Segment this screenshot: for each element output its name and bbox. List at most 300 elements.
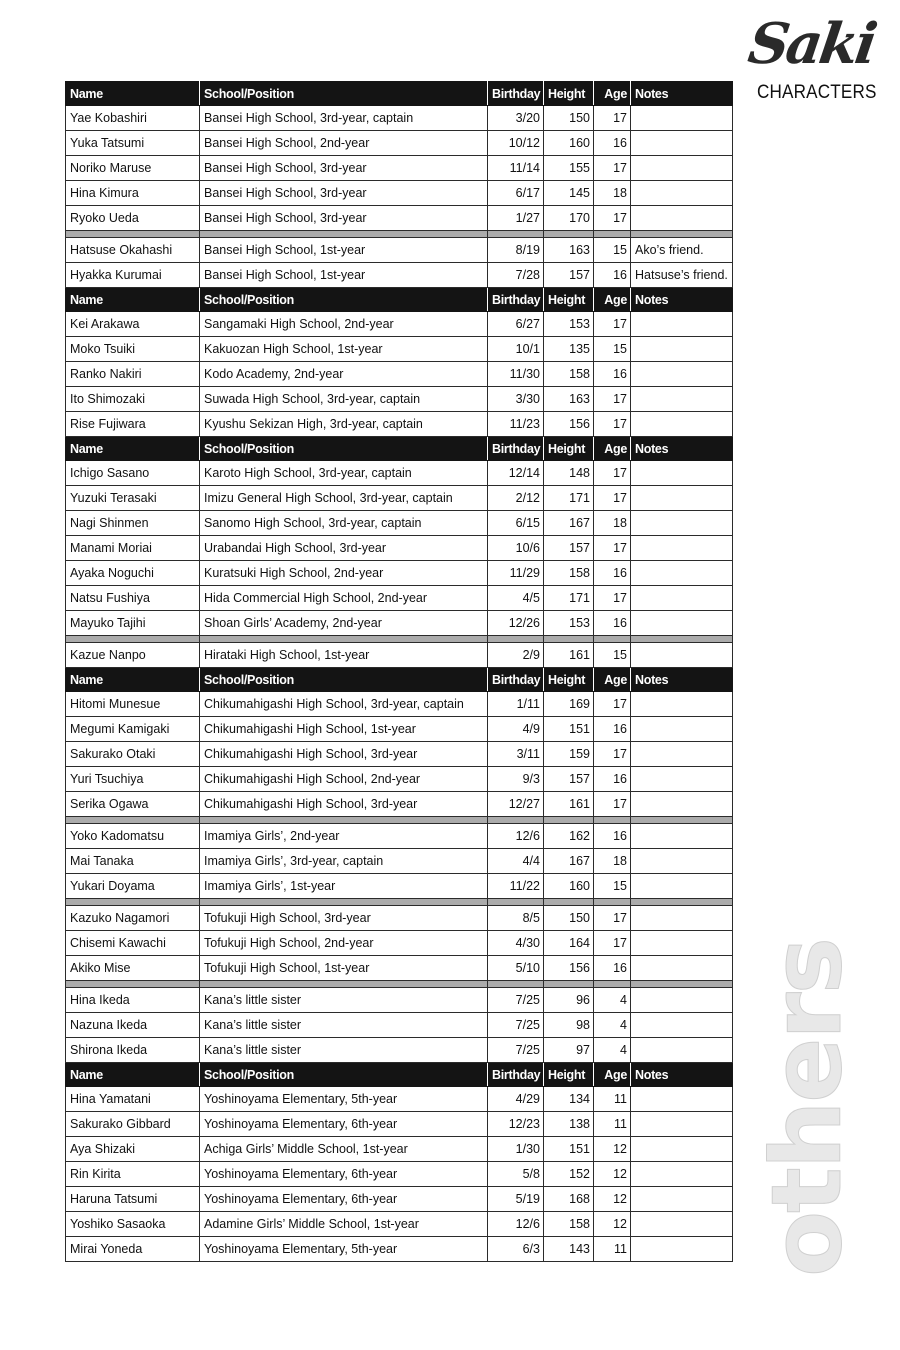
group-separator bbox=[66, 231, 733, 238]
cell-notes bbox=[631, 1212, 733, 1237]
separator-cell bbox=[66, 981, 200, 988]
cell-school: Kana’s little sister bbox=[200, 988, 488, 1013]
cell-notes bbox=[631, 931, 733, 956]
table-row bbox=[66, 1013, 733, 1038]
cell-birthday: 10/12 bbox=[488, 131, 544, 156]
cell-notes bbox=[631, 849, 733, 874]
cell-birthday: 10/6 bbox=[488, 536, 544, 561]
cell-birthday: 7/25 bbox=[488, 1013, 544, 1038]
cell-name: Mirai Yoneda bbox=[66, 1237, 200, 1262]
cell-height: 150 bbox=[544, 106, 594, 131]
cell-birthday: 4/5 bbox=[488, 586, 544, 611]
header-school: School/Position bbox=[200, 668, 488, 692]
cell-notes bbox=[631, 906, 733, 931]
separator-cell bbox=[594, 899, 631, 906]
cell-school: Imamiya Girls’, 3rd-year, captain bbox=[200, 849, 488, 874]
header-name: Name bbox=[66, 288, 200, 312]
cell-name: Aya Shizaki bbox=[66, 1137, 200, 1162]
cell-notes bbox=[631, 956, 733, 981]
table-header-row bbox=[66, 437, 733, 461]
cell-age: 12 bbox=[594, 1212, 631, 1237]
cell-age: 16 bbox=[594, 263, 631, 288]
cell-height: 163 bbox=[544, 238, 594, 263]
cell-birthday: 6/27 bbox=[488, 312, 544, 337]
separator-cell bbox=[631, 636, 733, 643]
header-age: Age bbox=[594, 668, 631, 692]
cell-birthday: 7/28 bbox=[488, 263, 544, 288]
cell-birthday: 11/14 bbox=[488, 156, 544, 181]
separator-cell bbox=[488, 899, 544, 906]
cell-notes bbox=[631, 692, 733, 717]
cell-school: Chikumahigashi High School, 2nd-year bbox=[200, 767, 488, 792]
cell-age: 17 bbox=[594, 742, 631, 767]
separator-cell bbox=[66, 636, 200, 643]
cell-height: 164 bbox=[544, 931, 594, 956]
cell-age: 16 bbox=[594, 131, 631, 156]
cell-notes bbox=[631, 717, 733, 742]
cell-height: 97 bbox=[544, 1038, 594, 1063]
cell-school: Imizu General High School, 3rd-year, captain bbox=[200, 486, 488, 511]
cell-name: Ayaka Noguchi bbox=[66, 561, 200, 586]
table-row bbox=[66, 1237, 733, 1262]
cell-school: Bansei High School, 1st-year bbox=[200, 263, 488, 288]
table-row bbox=[66, 792, 733, 817]
cell-birthday: 12/6 bbox=[488, 824, 544, 849]
cell-birthday: 11/22 bbox=[488, 874, 544, 899]
cell-school: Chikumahigashi High School, 1st-year bbox=[200, 717, 488, 742]
cell-name: Hina Yamatani bbox=[66, 1087, 200, 1112]
header-name: Name bbox=[66, 437, 200, 461]
table-row bbox=[66, 742, 733, 767]
cell-name: Serika Ogawa bbox=[66, 792, 200, 817]
cell-age: 17 bbox=[594, 412, 631, 437]
group-separator bbox=[66, 981, 733, 988]
header-height: Height bbox=[544, 668, 594, 692]
cell-name: Nazuna Ikeda bbox=[66, 1013, 200, 1038]
table-row bbox=[66, 931, 733, 956]
cell-birthday: 1/30 bbox=[488, 1137, 544, 1162]
cell-notes bbox=[631, 792, 733, 817]
cell-school: Shoan Girls’ Academy, 2nd-year bbox=[200, 611, 488, 636]
cell-height: 151 bbox=[544, 717, 594, 742]
cell-height: 169 bbox=[544, 692, 594, 717]
table-row bbox=[66, 486, 733, 511]
table-row bbox=[66, 206, 733, 231]
cell-notes bbox=[631, 1013, 733, 1038]
table-row bbox=[66, 643, 733, 668]
cell-birthday: 7/25 bbox=[488, 1038, 544, 1063]
separator-cell bbox=[631, 817, 733, 824]
cell-age: 4 bbox=[594, 1013, 631, 1038]
separator-cell bbox=[66, 899, 200, 906]
cell-age: 17 bbox=[594, 692, 631, 717]
cell-school: Adamine Girls’ Middle School, 1st-year bbox=[200, 1212, 488, 1237]
table-row bbox=[66, 536, 733, 561]
cell-school: Achiga Girls’ Middle School, 1st-year bbox=[200, 1137, 488, 1162]
cell-school: Bansei High School, 3rd-year, captain bbox=[200, 106, 488, 131]
cell-school: Yoshinoyama Elementary, 6th-year bbox=[200, 1112, 488, 1137]
cell-height: 151 bbox=[544, 1137, 594, 1162]
header-school: School/Position bbox=[200, 437, 488, 461]
cell-name: Natsu Fushiya bbox=[66, 586, 200, 611]
table-row bbox=[66, 1137, 733, 1162]
cell-school: Suwada High School, 3rd-year, captain bbox=[200, 387, 488, 412]
table-row bbox=[66, 461, 733, 486]
header-name: Name bbox=[66, 668, 200, 692]
header-school: School/Position bbox=[200, 1063, 488, 1087]
cell-school: Urabandai High School, 3rd-year bbox=[200, 536, 488, 561]
cell-name: Ryoko Ueda bbox=[66, 206, 200, 231]
cell-school: Kodo Academy, 2nd-year bbox=[200, 362, 488, 387]
cell-notes bbox=[631, 561, 733, 586]
separator-cell bbox=[594, 636, 631, 643]
cell-height: 156 bbox=[544, 956, 594, 981]
cell-height: 134 bbox=[544, 1087, 594, 1112]
table-row bbox=[66, 1038, 733, 1063]
cell-age: 12 bbox=[594, 1162, 631, 1187]
cell-school: Bansei High School, 3rd-year bbox=[200, 181, 488, 206]
saki-logo: Saki bbox=[744, 11, 879, 77]
cell-birthday: 11/23 bbox=[488, 412, 544, 437]
cell-height: 158 bbox=[544, 362, 594, 387]
separator-cell bbox=[66, 231, 200, 238]
cell-birthday: 4/30 bbox=[488, 931, 544, 956]
cell-birthday: 4/29 bbox=[488, 1087, 544, 1112]
table-header-row bbox=[66, 82, 733, 106]
cell-school: Chikumahigashi High School, 3rd-year, captain bbox=[200, 692, 488, 717]
cell-birthday: 12/6 bbox=[488, 1212, 544, 1237]
cell-birthday: 1/27 bbox=[488, 206, 544, 231]
table-row bbox=[66, 1162, 733, 1187]
cell-height: 158 bbox=[544, 561, 594, 586]
cell-birthday: 6/17 bbox=[488, 181, 544, 206]
cell-birthday: 4/4 bbox=[488, 849, 544, 874]
cell-birthday: 12/27 bbox=[488, 792, 544, 817]
cell-notes bbox=[631, 643, 733, 668]
cell-name: Yuzuki Terasaki bbox=[66, 486, 200, 511]
table-row bbox=[66, 824, 733, 849]
cell-age: 17 bbox=[594, 387, 631, 412]
table-row bbox=[66, 874, 733, 899]
cell-school: Bansei High School, 2nd-year bbox=[200, 131, 488, 156]
cell-age: 18 bbox=[594, 511, 631, 536]
cell-age: 17 bbox=[594, 792, 631, 817]
cell-age: 11 bbox=[594, 1112, 631, 1137]
cell-name: Ichigo Sasano bbox=[66, 461, 200, 486]
cell-height: 170 bbox=[544, 206, 594, 231]
cell-height: 162 bbox=[544, 824, 594, 849]
separator-cell bbox=[200, 899, 488, 906]
separator-cell bbox=[544, 899, 594, 906]
cell-name: Yuri Tsuchiya bbox=[66, 767, 200, 792]
cell-school: Yoshinoyama Elementary, 5th-year bbox=[200, 1237, 488, 1262]
table-row bbox=[66, 238, 733, 263]
cell-height: 161 bbox=[544, 643, 594, 668]
cell-age: 17 bbox=[594, 106, 631, 131]
cell-school: Sangamaki High School, 2nd-year bbox=[200, 312, 488, 337]
cell-height: 160 bbox=[544, 874, 594, 899]
cell-birthday: 6/15 bbox=[488, 511, 544, 536]
cell-height: 171 bbox=[544, 586, 594, 611]
cell-name: Nagi Shinmen bbox=[66, 511, 200, 536]
cell-name: Sakurako Otaki bbox=[66, 742, 200, 767]
separator-cell bbox=[200, 636, 488, 643]
separator-cell bbox=[544, 981, 594, 988]
cell-notes bbox=[631, 362, 733, 387]
cell-notes: Hatsuse’s friend. bbox=[631, 263, 733, 288]
separator-cell bbox=[66, 817, 200, 824]
cell-height: 143 bbox=[544, 1237, 594, 1262]
cell-age: 17 bbox=[594, 486, 631, 511]
cell-height: 155 bbox=[544, 156, 594, 181]
cell-height: 135 bbox=[544, 337, 594, 362]
cell-notes bbox=[631, 767, 733, 792]
cell-height: 159 bbox=[544, 742, 594, 767]
cell-notes bbox=[631, 156, 733, 181]
cell-name: Noriko Maruse bbox=[66, 156, 200, 181]
table-row bbox=[66, 611, 733, 636]
cell-age: 15 bbox=[594, 337, 631, 362]
cell-birthday: 4/9 bbox=[488, 717, 544, 742]
header-age: Age bbox=[594, 82, 631, 106]
separator-cell bbox=[544, 636, 594, 643]
table-row bbox=[66, 586, 733, 611]
cell-name: Rin Kirita bbox=[66, 1162, 200, 1187]
cell-height: 167 bbox=[544, 849, 594, 874]
cell-age: 16 bbox=[594, 824, 631, 849]
table-row bbox=[66, 1212, 733, 1237]
cell-birthday: 11/29 bbox=[488, 561, 544, 586]
header-height: Height bbox=[544, 288, 594, 312]
cell-height: 157 bbox=[544, 767, 594, 792]
cell-height: 96 bbox=[544, 988, 594, 1013]
cell-birthday: 3/30 bbox=[488, 387, 544, 412]
cell-notes bbox=[631, 1162, 733, 1187]
cell-notes bbox=[631, 1137, 733, 1162]
table-row bbox=[66, 181, 733, 206]
cell-age: 16 bbox=[594, 717, 631, 742]
cell-school: Chikumahigashi High School, 3rd-year bbox=[200, 742, 488, 767]
cell-notes bbox=[631, 988, 733, 1013]
cell-birthday: 2/12 bbox=[488, 486, 544, 511]
cell-name: Mayuko Tajihi bbox=[66, 611, 200, 636]
cell-notes bbox=[631, 1112, 733, 1137]
cell-school: Yoshinoyama Elementary, 6th-year bbox=[200, 1187, 488, 1212]
cell-name: Yae Kobashiri bbox=[66, 106, 200, 131]
table-row bbox=[66, 767, 733, 792]
side-label: others bbox=[751, 939, 863, 1277]
cell-birthday: 8/5 bbox=[488, 906, 544, 931]
cell-height: 153 bbox=[544, 611, 594, 636]
cell-notes bbox=[631, 387, 733, 412]
cell-notes bbox=[631, 874, 733, 899]
cell-height: 160 bbox=[544, 131, 594, 156]
cell-notes bbox=[631, 461, 733, 486]
cell-school: Kana’s little sister bbox=[200, 1038, 488, 1063]
header-age: Age bbox=[594, 437, 631, 461]
cell-age: 15 bbox=[594, 238, 631, 263]
cell-name: Ranko Nakiri bbox=[66, 362, 200, 387]
separator-cell bbox=[594, 231, 631, 238]
cell-age: 17 bbox=[594, 156, 631, 181]
cell-age: 15 bbox=[594, 874, 631, 899]
table-row bbox=[66, 511, 733, 536]
separator-cell bbox=[488, 817, 544, 824]
cell-birthday: 5/8 bbox=[488, 1162, 544, 1187]
separator-cell bbox=[631, 231, 733, 238]
separator-cell bbox=[631, 981, 733, 988]
table-header-row bbox=[66, 288, 733, 312]
cell-height: 157 bbox=[544, 263, 594, 288]
cell-name: Ito Shimozaki bbox=[66, 387, 200, 412]
separator-cell bbox=[200, 231, 488, 238]
cell-birthday: 10/1 bbox=[488, 337, 544, 362]
cell-notes bbox=[631, 1038, 733, 1063]
cell-school: Yoshinoyama Elementary, 6th-year bbox=[200, 1162, 488, 1187]
separator-cell bbox=[200, 817, 488, 824]
cell-age: 17 bbox=[594, 586, 631, 611]
cell-school: Imamiya Girls’, 1st-year bbox=[200, 874, 488, 899]
brand-block bbox=[744, 11, 879, 104]
header-birthday: Birthday bbox=[488, 668, 544, 692]
cell-school: Tofukuji High School, 1st-year bbox=[200, 956, 488, 981]
cell-height: 156 bbox=[544, 412, 594, 437]
cell-birthday: 5/19 bbox=[488, 1187, 544, 1212]
header-height: Height bbox=[544, 1063, 594, 1087]
cell-age: 4 bbox=[594, 988, 631, 1013]
table-row bbox=[66, 106, 733, 131]
separator-cell bbox=[594, 981, 631, 988]
table-header-row bbox=[66, 668, 733, 692]
cell-notes bbox=[631, 586, 733, 611]
separator-cell bbox=[200, 981, 488, 988]
cell-age: 17 bbox=[594, 312, 631, 337]
table-row bbox=[66, 387, 733, 412]
cell-age: 17 bbox=[594, 931, 631, 956]
separator-cell bbox=[544, 231, 594, 238]
cell-birthday: 3/20 bbox=[488, 106, 544, 131]
table-row bbox=[66, 988, 733, 1013]
cell-name: Shirona Ikeda bbox=[66, 1038, 200, 1063]
cell-age: 17 bbox=[594, 906, 631, 931]
header-name: Name bbox=[66, 82, 200, 106]
header-height: Height bbox=[544, 437, 594, 461]
page-subtitle: CHARACTERS bbox=[757, 82, 877, 103]
cell-notes bbox=[631, 1187, 733, 1212]
cell-height: 167 bbox=[544, 511, 594, 536]
cell-school: Bansei High School, 1st-year bbox=[200, 238, 488, 263]
cell-school: Kyushu Sekizan High, 3rd-year, captain bbox=[200, 412, 488, 437]
cell-notes bbox=[631, 206, 733, 231]
cell-name: Megumi Kamigaki bbox=[66, 717, 200, 742]
cell-school: Chikumahigashi High School, 3rd-year bbox=[200, 792, 488, 817]
cell-height: 161 bbox=[544, 792, 594, 817]
cell-birthday: 12/14 bbox=[488, 461, 544, 486]
cell-age: 16 bbox=[594, 362, 631, 387]
table-row bbox=[66, 1112, 733, 1137]
table-row bbox=[66, 362, 733, 387]
cell-notes bbox=[631, 824, 733, 849]
cell-birthday: 2/9 bbox=[488, 643, 544, 668]
cell-age: 12 bbox=[594, 1187, 631, 1212]
cell-height: 163 bbox=[544, 387, 594, 412]
cell-name: Chisemi Kawachi bbox=[66, 931, 200, 956]
cell-name: Kazuko Nagamori bbox=[66, 906, 200, 931]
cell-height: 168 bbox=[544, 1187, 594, 1212]
cell-age: 11 bbox=[594, 1237, 631, 1262]
cell-birthday: 11/30 bbox=[488, 362, 544, 387]
cell-school: Sanomo High School, 3rd-year, captain bbox=[200, 511, 488, 536]
cell-notes bbox=[631, 742, 733, 767]
cell-name: Moko Tsuiki bbox=[66, 337, 200, 362]
cell-name: Kei Arakawa bbox=[66, 312, 200, 337]
table-row bbox=[66, 312, 733, 337]
table-header-row bbox=[66, 1063, 733, 1087]
header-birthday: Birthday bbox=[488, 437, 544, 461]
cell-name: Akiko Mise bbox=[66, 956, 200, 981]
cell-notes bbox=[631, 1087, 733, 1112]
cell-school: Kuratsuki High School, 2nd-year bbox=[200, 561, 488, 586]
cell-name: Hitomi Munesue bbox=[66, 692, 200, 717]
table-row bbox=[66, 156, 733, 181]
cell-birthday: 12/23 bbox=[488, 1112, 544, 1137]
cell-age: 17 bbox=[594, 461, 631, 486]
cell-school: Kakuozan High School, 1st-year bbox=[200, 337, 488, 362]
cell-birthday: 9/3 bbox=[488, 767, 544, 792]
group-separator bbox=[66, 817, 733, 824]
cell-name: Haruna Tatsumi bbox=[66, 1187, 200, 1212]
separator-cell bbox=[488, 981, 544, 988]
cell-notes bbox=[631, 1237, 733, 1262]
cell-school: Tofukuji High School, 2nd-year bbox=[200, 931, 488, 956]
separator-cell bbox=[631, 899, 733, 906]
cell-notes bbox=[631, 131, 733, 156]
cell-age: 12 bbox=[594, 1137, 631, 1162]
cell-height: 148 bbox=[544, 461, 594, 486]
table-row bbox=[66, 263, 733, 288]
cell-birthday: 7/25 bbox=[488, 988, 544, 1013]
cell-height: 138 bbox=[544, 1112, 594, 1137]
cell-school: Tofukuji High School, 3rd-year bbox=[200, 906, 488, 931]
table-row bbox=[66, 1087, 733, 1112]
cell-age: 17 bbox=[594, 536, 631, 561]
header-notes: Notes bbox=[631, 1063, 733, 1087]
cell-age: 17 bbox=[594, 206, 631, 231]
cell-birthday: 8/19 bbox=[488, 238, 544, 263]
cell-notes bbox=[631, 611, 733, 636]
cell-age: 15 bbox=[594, 643, 631, 668]
cell-birthday: 1/11 bbox=[488, 692, 544, 717]
table-row bbox=[66, 412, 733, 437]
header-birthday: Birthday bbox=[488, 288, 544, 312]
cell-name: Mai Tanaka bbox=[66, 849, 200, 874]
header-school: School/Position bbox=[200, 82, 488, 106]
character-table bbox=[65, 81, 733, 1262]
cell-school: Bansei High School, 3rd-year bbox=[200, 206, 488, 231]
table-row bbox=[66, 717, 733, 742]
cell-height: 153 bbox=[544, 312, 594, 337]
group-separator bbox=[66, 899, 733, 906]
separator-cell bbox=[488, 636, 544, 643]
header-birthday: Birthday bbox=[488, 1063, 544, 1087]
cell-age: 4 bbox=[594, 1038, 631, 1063]
cell-school: Karoto High School, 3rd-year, captain bbox=[200, 461, 488, 486]
header-birthday: Birthday bbox=[488, 82, 544, 106]
table-row bbox=[66, 337, 733, 362]
cell-school: Kana’s little sister bbox=[200, 1013, 488, 1038]
cell-notes bbox=[631, 312, 733, 337]
table-row bbox=[66, 849, 733, 874]
